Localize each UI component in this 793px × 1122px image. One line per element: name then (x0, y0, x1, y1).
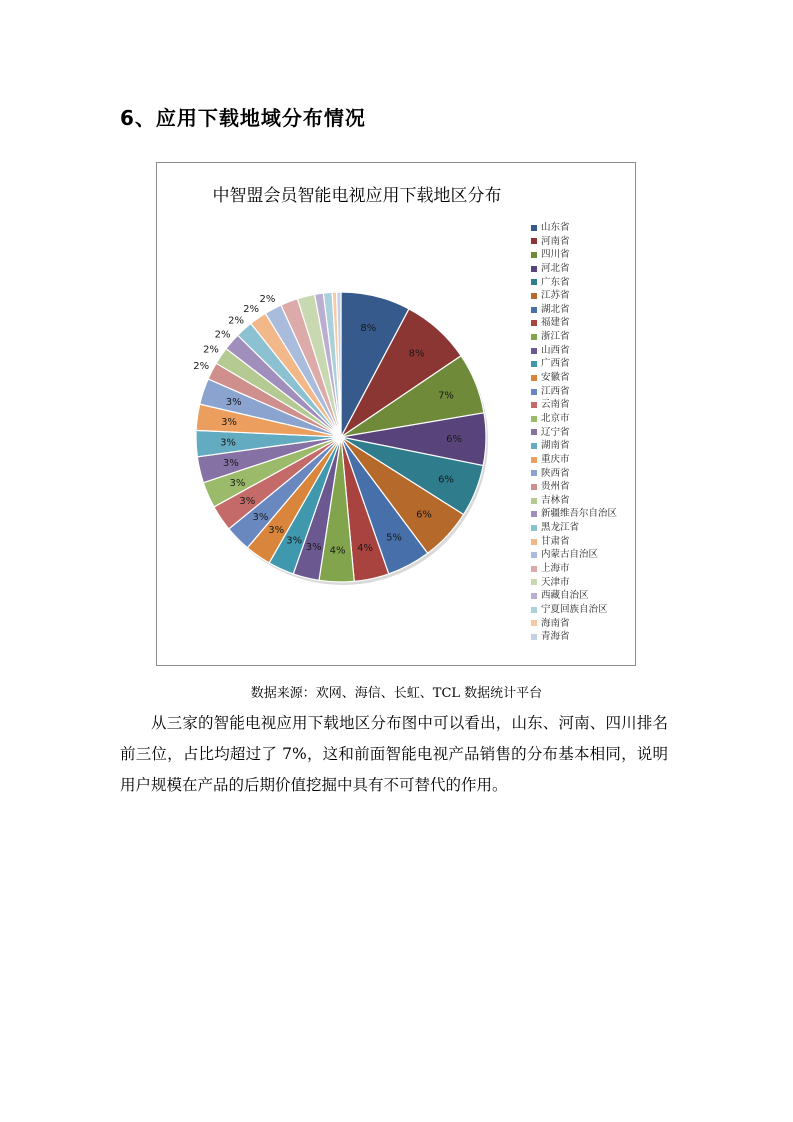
legend-label: 河南省 (541, 235, 570, 247)
legend-swatch (531, 293, 537, 299)
slice-label-16: 3% (222, 458, 239, 470)
legend-label: 福建省 (541, 317, 570, 329)
legend-item (531, 426, 617, 440)
slice-label-4: 6% (446, 434, 463, 446)
legend-swatch (531, 579, 537, 585)
legend-label: 湖北省 (541, 303, 570, 315)
legend-swatch (531, 620, 537, 626)
legend-item (531, 467, 617, 481)
legend-item (531, 535, 617, 549)
legend-label: 北京市 (541, 412, 570, 424)
slice-label-14: 3% (239, 495, 256, 507)
legend-item (531, 371, 617, 385)
body-paragraph: 从三家的智能电视应用下载地区分布图中可以看出，山东、河南、四川排名前三位，占比均超过了 7%，这和前面智能电视产品销售的分布基本相同，说明用户规模在产品的后期价值挖掘中具有不可替代的作用。 (120, 714, 668, 794)
legend-item (531, 262, 617, 276)
legend-label: 海南省 (541, 617, 570, 629)
legend-swatch (531, 566, 537, 572)
legend-swatch (531, 498, 537, 504)
slice-label-3: 7% (438, 390, 454, 402)
legend-item (531, 330, 617, 344)
slice-label-10: 3% (305, 542, 322, 554)
slice-label-19: 3% (225, 396, 242, 408)
legend-item (531, 221, 617, 235)
legend-label: 四川省 (541, 249, 570, 261)
legend-swatch (531, 593, 537, 599)
legend-item (531, 507, 617, 521)
legend-label: 青海省 (541, 631, 570, 643)
legend-item (531, 453, 617, 467)
slice-label-12: 3% (268, 525, 285, 537)
legend-label: 天津市 (541, 576, 570, 588)
legend-item (531, 303, 617, 317)
legend-item (531, 398, 617, 412)
legend-swatch (531, 279, 537, 285)
legend-swatch (531, 225, 537, 231)
legend-swatch (531, 552, 537, 558)
legend-item (531, 289, 617, 303)
legend-item (531, 494, 617, 508)
slice-label-17: 3% (220, 437, 236, 449)
legend-item (531, 439, 617, 453)
legend-item (531, 617, 617, 631)
legend-swatch (531, 307, 537, 313)
legend-swatch (531, 389, 537, 395)
legend-label: 陕西省 (541, 467, 570, 479)
slice-label-5: 6% (438, 474, 454, 486)
legend-item (531, 316, 617, 330)
legend-swatch (531, 470, 537, 476)
slice-label-8: 4% (357, 543, 373, 554)
source-note: 数据来源：欢网、海信、长虹、TCL 数据统计平台 (250, 686, 543, 701)
legend-label: 江苏省 (541, 290, 570, 302)
legend-item (531, 357, 617, 371)
slice-label-24: 2% (243, 303, 260, 315)
legend-item (531, 521, 617, 535)
slice-label-13: 3% (252, 511, 269, 523)
legend-label: 云南省 (541, 399, 570, 411)
legend-item (531, 248, 617, 262)
legend-label: 上海市 (541, 563, 570, 575)
slice-label-21: 2% (203, 344, 219, 356)
legend-label: 新疆维吾尔自治区 (541, 508, 618, 520)
slice-label-7: 5% (386, 532, 402, 544)
slice-label-1: 8% (360, 322, 377, 334)
legend-swatch (531, 238, 537, 244)
legend-label: 江西省 (541, 385, 570, 397)
legend-swatch (531, 266, 537, 272)
legend-label: 西藏自治区 (541, 590, 589, 602)
legend-swatch (531, 484, 537, 490)
chart-legend (531, 221, 617, 644)
slice-label-6: 6% (416, 509, 432, 521)
legend-item (531, 603, 617, 617)
slice-label-15: 3% (229, 477, 246, 489)
legend-item (531, 589, 617, 603)
legend-item (531, 562, 617, 576)
legend-swatch (531, 607, 537, 613)
legend-label: 广西省 (541, 358, 570, 370)
legend-swatch (531, 334, 537, 340)
legend-swatch (531, 525, 537, 531)
slice-label-20: 2% (193, 361, 210, 372)
legend-swatch (531, 252, 537, 258)
slice-label-25: 2% (259, 293, 276, 305)
legend-label: 浙江省 (541, 331, 570, 343)
legend-item (531, 276, 617, 290)
legend-swatch (531, 634, 537, 640)
legend-swatch (531, 416, 537, 422)
legend-label: 贵州省 (541, 481, 570, 493)
legend-item (531, 630, 617, 644)
legend-swatch (531, 375, 537, 381)
legend-item (531, 412, 617, 426)
legend-item (531, 235, 617, 249)
legend-swatch (531, 443, 537, 449)
legend-label: 黑龙江省 (541, 522, 580, 534)
legend-label: 安徽省 (541, 372, 570, 384)
slice-label-11: 3% (286, 535, 303, 547)
legend-label: 山西省 (541, 344, 570, 356)
legend-item (531, 576, 617, 590)
legend-swatch (531, 539, 537, 545)
legend-label: 广东省 (541, 276, 570, 288)
section-heading: 6、应用下载地域分布情况 (120, 106, 366, 130)
slice-label-9: 4% (329, 545, 346, 557)
legend-label: 重庆市 (541, 453, 570, 465)
legend-swatch (531, 511, 537, 517)
legend-item (531, 344, 617, 358)
legend-label: 宁夏回族自治区 (541, 603, 608, 615)
slice-label-22: 2% (214, 329, 231, 341)
legend-swatch (531, 361, 537, 367)
legend-label: 河北省 (541, 262, 570, 274)
legend-swatch (531, 457, 537, 463)
legend-label: 甘肃省 (541, 535, 570, 547)
slice-label-23: 2% (228, 315, 245, 327)
slice-label-18: 3% (221, 417, 237, 428)
legend-label: 吉林省 (541, 494, 570, 506)
slice-label-2: 8% (408, 348, 425, 360)
pie-chart-frame (156, 162, 636, 666)
legend-swatch (531, 320, 537, 326)
legend-label: 内蒙古自治区 (541, 549, 599, 561)
legend-label: 山东省 (541, 222, 570, 233)
legend-label: 辽宁省 (541, 426, 570, 438)
chart-title: 中智盟会员智能电视应用下载地区分布 (212, 186, 502, 206)
legend-swatch (531, 429, 537, 435)
legend-item (531, 480, 617, 494)
legend-swatch (531, 402, 537, 408)
legend-swatch (531, 348, 537, 354)
legend-item (531, 548, 617, 562)
legend-label: 湖南省 (541, 440, 570, 452)
legend-item (531, 385, 617, 399)
